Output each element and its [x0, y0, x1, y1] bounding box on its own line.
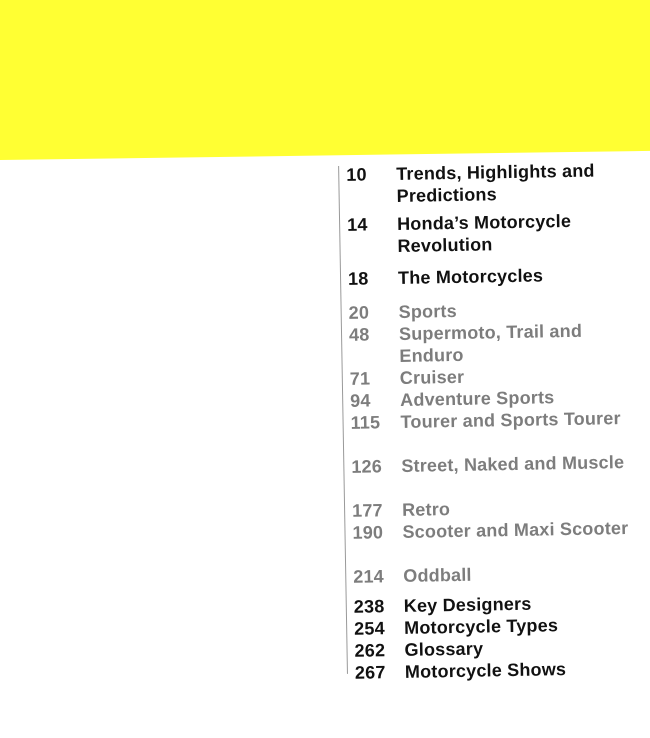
toc-entry[interactable] — [348, 297, 633, 323]
toc-page-number: 190 — [352, 522, 384, 543]
yellow-header-band — [0, 0, 650, 160]
toc-entry[interactable] — [351, 451, 636, 477]
toc-page-number: 10 — [346, 164, 367, 185]
toc-page-number: 20 — [348, 302, 370, 323]
toc-page-number: 71 — [349, 368, 371, 389]
toc-page-number: 126 — [351, 456, 383, 477]
toc-title: Tourer and Sports Tourer — [400, 408, 621, 432]
toc-entry[interactable] — [347, 263, 633, 289]
toc-page-number: 262 — [354, 640, 386, 661]
toc-page-number: 214 — [353, 566, 385, 587]
toc-title: Street, Naked and Muscle — [401, 452, 625, 476]
toc-page-number: 267 — [354, 662, 386, 683]
toc-entry[interactable] — [346, 159, 631, 206]
toc-title: Cruiser — [399, 366, 465, 388]
toc-page-number: 14 — [346, 214, 368, 235]
table-of-contents — [338, 155, 647, 683]
toc-title: The Motorcycles — [397, 265, 544, 288]
toc-title: Sports — [398, 300, 458, 322]
toc-title: Trends, Highlights and Predictions — [396, 160, 595, 206]
toc-entry[interactable] — [346, 209, 632, 256]
toc-title: Motorcycle Shows — [404, 659, 567, 682]
toc-entry[interactable] — [353, 561, 638, 587]
toc-title: Adventure Sports — [400, 387, 555, 410]
toc-page-number: 18 — [347, 268, 369, 289]
toc-title: Honda’s Motorcycle Revolution — [396, 210, 572, 256]
toc-page-number: 115 — [350, 412, 381, 433]
toc-page-number: 254 — [354, 618, 385, 639]
toc-entry[interactable] — [353, 591, 639, 617]
toc-entry[interactable] — [351, 495, 637, 521]
toc-divider-line — [338, 166, 348, 674]
toc-title: Supermoto, Trail and Enduro — [398, 320, 583, 366]
toc-title: Key Designers — [403, 593, 532, 616]
toc-title: Oddball — [403, 564, 472, 586]
toc-title: Retro — [401, 499, 451, 520]
toc-page-number: 238 — [353, 596, 385, 617]
toc-title: Glossary — [404, 638, 484, 660]
toc-title: Scooter and Maxi Scooter — [402, 517, 629, 542]
toc-page-number: 48 — [348, 324, 370, 345]
toc-title: Motorcycle Types — [404, 615, 559, 638]
toc-page-number: 177 — [351, 500, 383, 521]
toc-page-number: 94 — [350, 390, 371, 411]
